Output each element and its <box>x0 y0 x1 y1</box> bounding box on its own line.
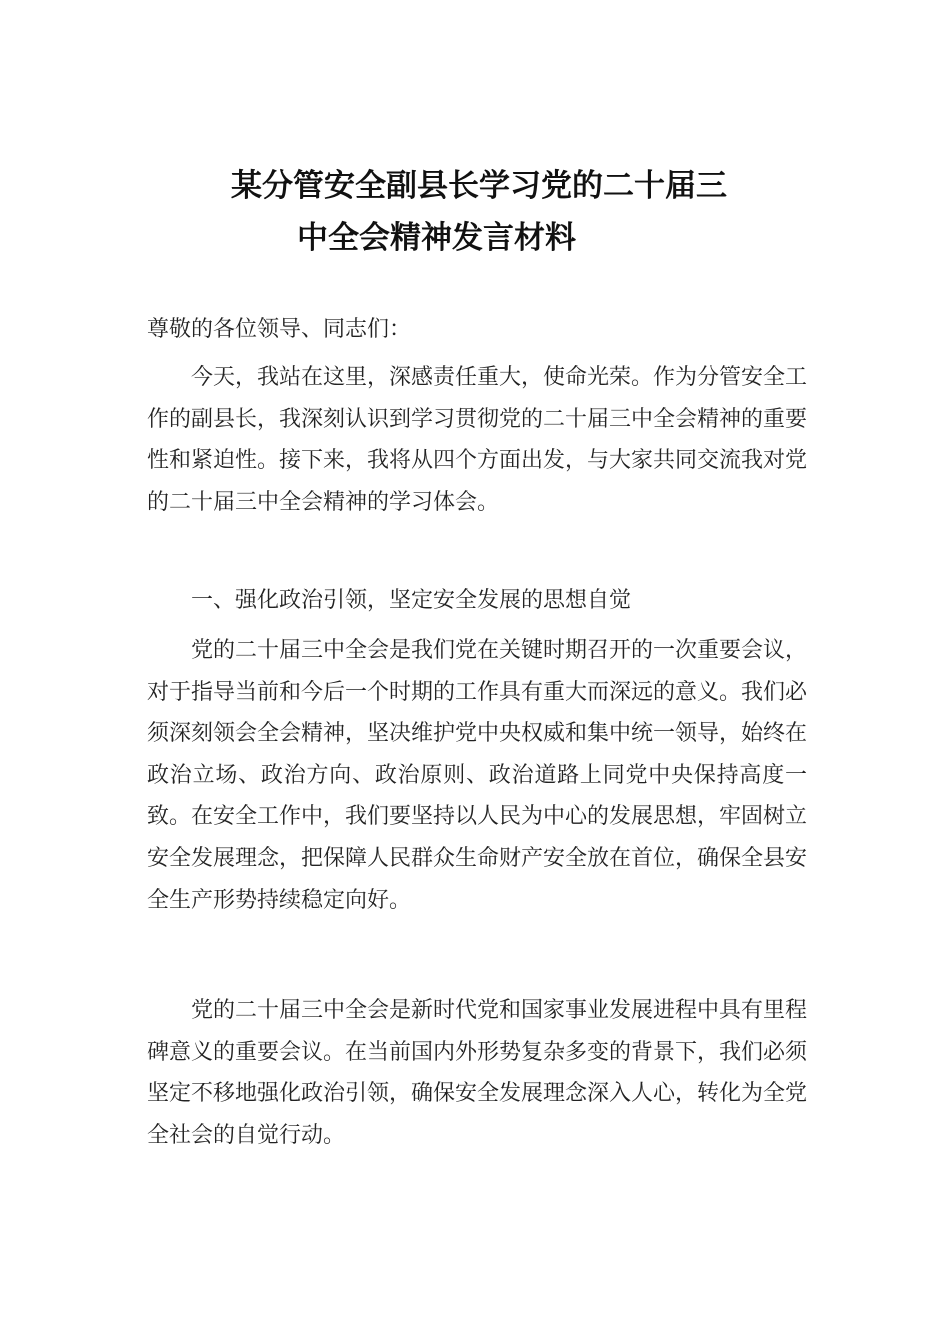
paragraph-section-1-continued: 党的二十届三中全会是新时代党和国家事业发展进程中具有里程碑意义的重要会议。在当前国内外形势复杂多变的背景下，我们必须坚定不移地强化政治引领，确保安全发展理念深入人心，转化为全党全社会的自觉行动。 <box>147 998 808 1148</box>
paragraph-intro: 今天，我站在这里，深感责任重大，使命光荣。作为分管安全工作的副县长，我深刻认识到学习贯彻党的二十届三中全会精神的重要性和紧迫性。接下来，我将从四个方面出发，与大家共同交流我对党的二十届三中全会精神的学习体会。 <box>147 365 808 515</box>
paragraph-section-1: 党的二十届三中全会是我们党在关键时期召开的一次重要会议，对于指导当前和今后一个时期的工作具有重大而深远的意义。我们必须深刻领会全会精神，坚决维护党中央权威和集中统一领导，始终在政治立场、政治方向、政治原则、政治道路上同党中央保持高度一致。在安全工作中，我们要坚持以人民为中心的发展思想，牢固树立安全发展理念，把保障人民群众生命财产安全放在首位，确保全县安全生产形势持续稳定向好。 <box>147 638 808 913</box>
document-title-line-2: 中全会精神发言材料 <box>297 220 576 256</box>
salutation: 尊敬的各位领导、同志们： <box>147 317 412 342</box>
section-heading-1: 一、强化政治引领，坚定安全发展的思想自觉 <box>191 588 632 613</box>
document-title-line-1: 某分管安全副县长学习党的二十届三 <box>231 168 727 204</box>
